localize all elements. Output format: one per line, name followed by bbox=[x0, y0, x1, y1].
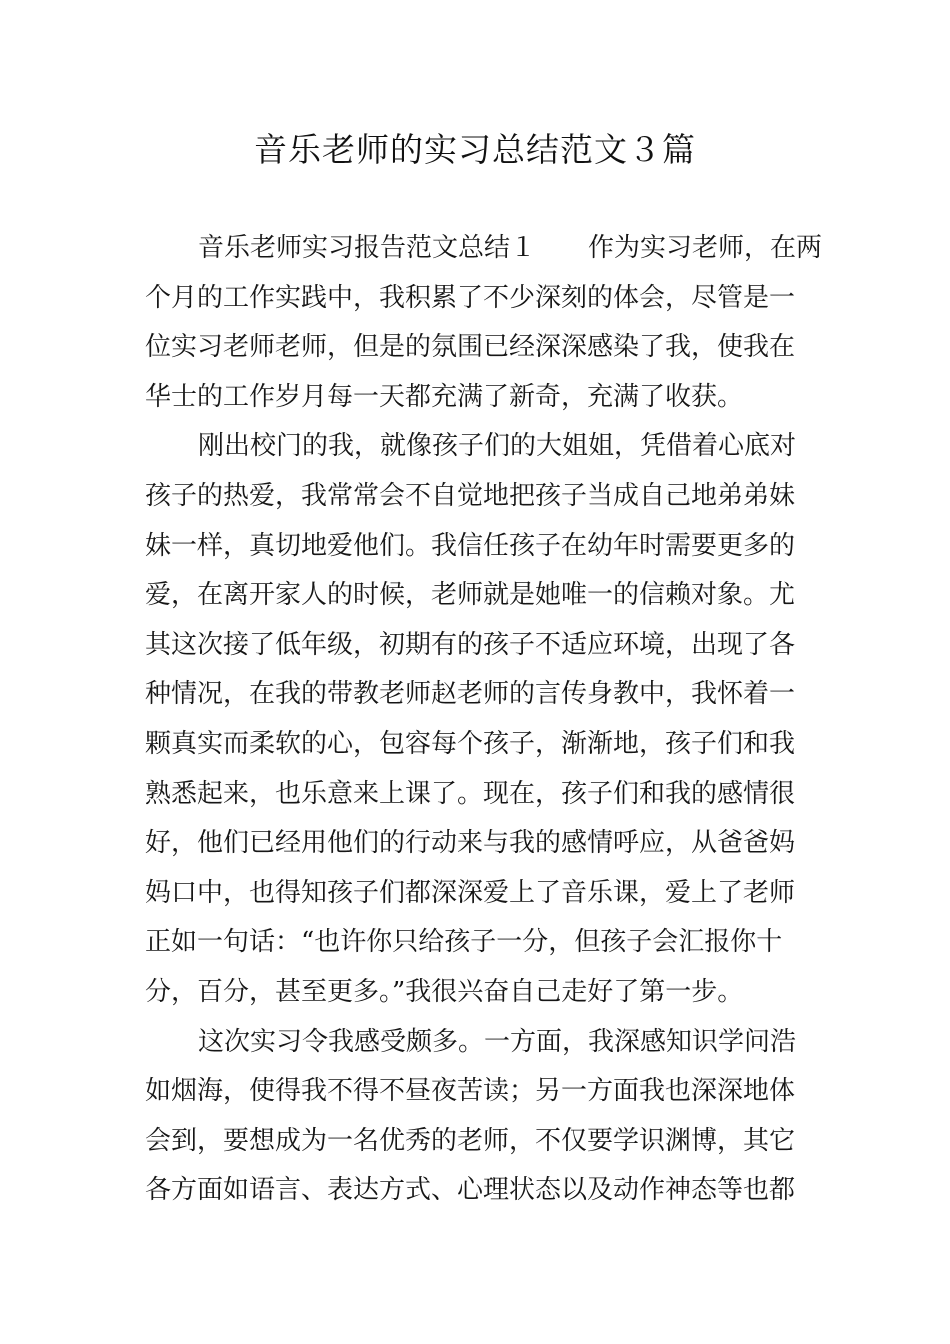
paragraph-2-line-5: 其这次接了低年级，初期有的孩子不适应环境，出现了各 bbox=[145, 629, 796, 660]
paragraph-2-line-8: 熟悉起来，也乐意来上课了。现在，孩子们和我的感情很 bbox=[145, 778, 796, 809]
paragraph-3-line-1: 这次实习令我感受颇多。一方面，我深感知识学问浩 bbox=[198, 1026, 797, 1057]
document-body bbox=[145, 224, 823, 1216]
paragraph-2-line-12: 分，百分，甚至更多。”我很兴奋自己走好了第一步。 bbox=[145, 976, 744, 1007]
paragraph-2-line-10: 妈口中，也得知孩子们都深深爱上了音乐课，爱上了老师 bbox=[145, 877, 796, 908]
paragraph-2-line-9: 好，他们已经用他们的行动来与我的感情呼应，从爸爸妈 bbox=[145, 828, 796, 859]
paragraph-2-line-3: 妹一样，真切地爱他们。我信任孩子在幼年时需要更多的 bbox=[145, 530, 796, 561]
paragraph-3-line-3: 会到，要想成为一名优秀的老师，不仅要学识渊博，其它 bbox=[145, 1125, 796, 1156]
paragraph-2-line-11: 正如一句话：“也许你只给孩子一分，但孩子会汇报你十 bbox=[145, 927, 783, 958]
paragraph-2-line-4: 爱，在离开家人的时候，老师就是她唯一的信赖对象。尤 bbox=[145, 580, 796, 611]
paragraph-1-line-1: 音乐老师实习报告范文总结１ 作为实习老师，在两 bbox=[198, 233, 823, 263]
paragraph-3-line-4: 各方面如语言、表达方式、心理状态以及动作神态等也都 bbox=[145, 1175, 796, 1206]
paragraph-1-line-3: 位实习老师老师，但是的氛围已经深深感染了我，使我在 bbox=[145, 332, 796, 363]
paragraph-1-line-2: 个月的工作实践中，我积累了不少深刻的体会，尽管是一 bbox=[145, 282, 796, 313]
paragraph-2-line-7: 颗真实而柔软的心，包容每个孩子，渐渐地，孩子们和我 bbox=[145, 728, 796, 759]
paragraph-1-line-4: 华士的工作岁月每一天都充满了新奇，充满了收获。 bbox=[145, 381, 744, 412]
paragraph-2-line-6: 种情况，在我的带教老师赵老师的言传身教中，我怀着一 bbox=[145, 679, 796, 710]
paragraph-3-line-2: 如烟海，使得我不得不昼夜苦读；另一方面我也深深地体 bbox=[145, 1076, 796, 1107]
document-title: 音乐老师的实习总结范文３篇 bbox=[254, 130, 696, 169]
paragraph-2-line-1: 刚出校门的我，就像孩子们的大姐姐，凭借着心底对 bbox=[198, 431, 797, 462]
paragraph-2-line-2: 孩子的热爱，我常常会不自觉地把孩子当成自己地弟弟妹 bbox=[145, 480, 796, 511]
